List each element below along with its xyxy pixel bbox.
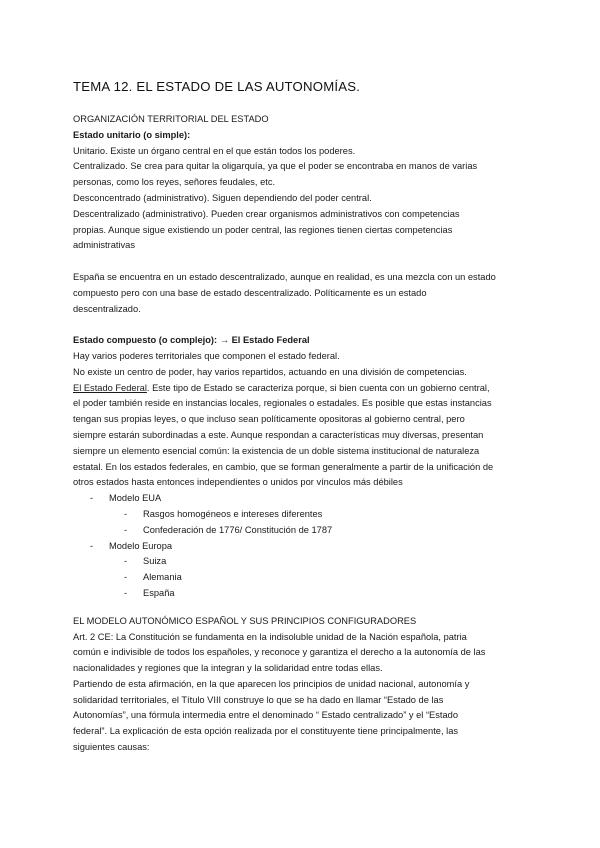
sub-list [73,554,543,601]
text-line: otros estados hasta entonces independientes o unidos por vínculos más débiles [73,477,403,488]
dash-bullet: - [124,524,128,535]
text-line: siempre un elemento esencial común: la existencia de un doble sistema institucional de naturaleza [73,445,480,456]
text-line: Desconcentrado (administrativo). Siguen dependiendo del poder central. [73,192,372,203]
text-line: No existe un centro de poder, hay varios repartidos, actuando en una división de competencias. [73,366,467,377]
text-run: . Este tipo de Estado se caracteriza porque, si bien cuenta con un gobierno central, [146,382,490,393]
text-line: descentralizado. [73,303,141,314]
spacer [73,317,543,333]
dash-bullet: - [124,508,128,519]
sub-list-item [73,523,543,539]
subsection-heading [73,333,543,349]
text-line: Unitario. Existe un órgano central en el que están todos los poderes. [73,145,356,156]
dash-bullet: - [90,493,94,504]
section-heading: EL MODELO AUTONÓMICO ESPAÑOL Y SUS PRINCIPIOS CONFIGURADORES [73,615,417,626]
text-line: administrativas [73,240,136,251]
spacer [73,254,543,270]
document-content [73,78,543,756]
sub-list-item-label: Confederación de 1776/ Constitución de 1787 [143,524,333,535]
sub-list-item [73,586,543,602]
dash-bullet: - [124,587,128,598]
sub-list-item-label: Rasgos homogéneos e intereses diferentes [143,508,323,519]
models-list [73,491,543,602]
text-line: compuesto pero con una base de estado descentralizado. Políticamente es un estado [73,287,427,298]
text-line: tengan sus propias leyes, o que incluso sean políticamente opositoras al gobierno central, pero [73,414,465,425]
text-line: el poder también reside en instancias locales, regionales o estadales. Es posible que estas instancias [73,398,492,409]
section-autonomic-model [73,614,543,756]
spacer [73,602,543,614]
text-line: siempre estarán subordinadas a este. Aunque respondan a características muy diversas, presentan [73,429,484,440]
sub-list-item [73,507,543,523]
subsection-heading: Estado unitario (o simple): [73,129,191,140]
heading-arrow-text: → El Estado Federal [219,335,310,346]
text-line: Hay varios poderes territoriales que componen el estado federal. [73,350,340,361]
sub-list [73,507,543,539]
text-line: estatal. En los estados federales, en cambio, que se forman generalmente a partir de la unificación de [73,461,494,472]
sub-list-item-label: Suiza [143,556,167,567]
text-line: federal”. La explicación de esta opción realizada por el constituyente tiene principalmente, las [73,726,459,737]
dash-bullet: - [124,572,128,583]
text-line: personas, como los reyes, señores feudales, etc. [73,177,276,188]
sub-list-item [73,554,543,570]
text-line: Autonomías”, una fórmula intermedia entre el denominado “ Estado centralizado” y el “Estado [73,710,458,721]
list-item [73,491,543,538]
sub-list-item-label: Alemania [143,572,182,583]
text-line: Partiendo de esta afirmación, en la que aparecen los principios de unidad nacional, autonomía y [73,678,470,689]
federal-state-term: El Estado Federal [73,382,147,393]
text-line: propias. Aunque sigue existiendo un poder central, las regiones tienen ciertas competencias [73,224,453,235]
text-line [73,381,543,397]
text-line: Art. 2 CE: La Constitución se fundamenta en la indisoluble unidad de la Nación española, patria [73,631,467,642]
section-territorial-organization [73,112,543,317]
sub-list-item [73,570,543,586]
text-line: siguientes causas: [73,742,150,753]
dash-bullet: - [124,556,128,567]
text-line: común e indivisible de todos los españoles, y reconoce y garantiza el derecho a la autonomía de las [73,647,486,658]
text-line: nacionalidades y regiones que la integran y la solidaridad entre todas ellas. [73,663,383,674]
document-title: TEMA 12. EL ESTADO DE LAS AUTONOMÍAS. [73,79,361,94]
section-compound-state [73,333,543,602]
text-line: Descentralizado (administrativo). Pueden crear organismos administrativos con competencias [73,208,460,219]
heading-prefix: Estado compuesto (o complejo): [73,335,220,346]
sub-list-item-label: España [143,587,175,598]
text-line: Centralizado. Se crea para quitar la oligarquía, ya que el poder se encontraba en manos de varias [73,161,478,172]
list-item-label: Modelo Europa [109,540,173,551]
text-line: solidaridad territoriales, el Título VIII construye lo que se ha dado en llamar “Estado de las [73,694,444,705]
section-heading: ORGANIZACIÓN TERRITORIAL DEL ESTADO [73,114,269,124]
text-line: España se encuentra en un estado descentralizado, aunque en realidad, es una mezcla con un estado [73,271,496,282]
list-item-label: Modelo EUA [109,493,162,504]
list-item [73,539,543,602]
dash-bullet: - [90,540,94,551]
